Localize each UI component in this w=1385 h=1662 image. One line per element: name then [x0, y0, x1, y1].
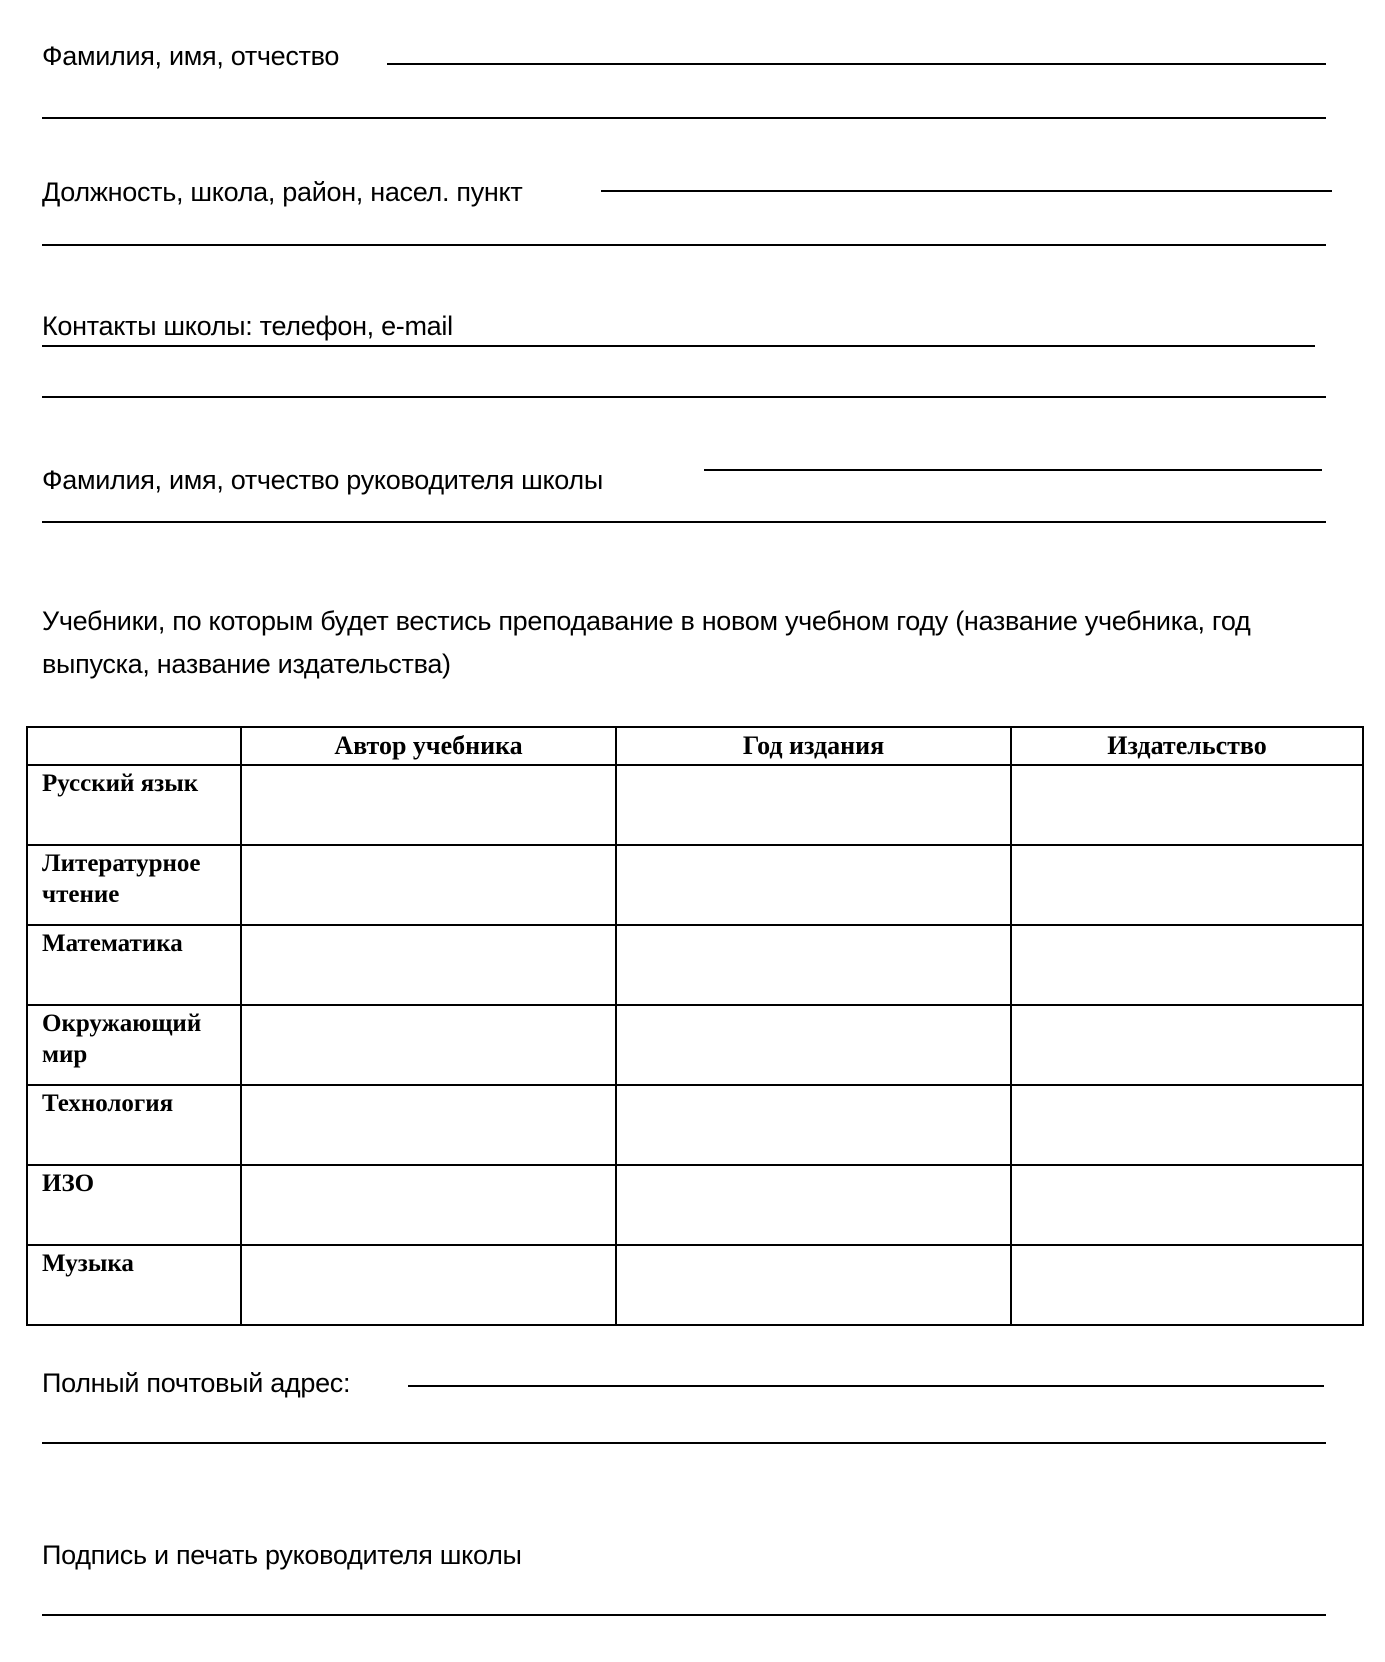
- position-field-line-1[interactable]: [601, 190, 1332, 192]
- header-author: Автор учебника: [241, 727, 616, 765]
- signature-field-line[interactable]: [42, 1614, 1326, 1616]
- subject-cell: Математика: [27, 925, 241, 1005]
- table-row: [27, 925, 1363, 1005]
- header-year: Год издания: [616, 727, 1011, 765]
- header-subject: [27, 727, 241, 765]
- author-cell[interactable]: [241, 925, 616, 1005]
- full-name-label: Фамилия, имя, отчество: [42, 41, 340, 71]
- postal-address-field-line-1[interactable]: [408, 1385, 1324, 1387]
- table-row: [27, 845, 1363, 925]
- table-row: [27, 765, 1363, 845]
- full-name-field-line-2[interactable]: [42, 117, 1326, 119]
- position-field-line-2[interactable]: [42, 244, 1326, 246]
- publisher-cell[interactable]: [1011, 1005, 1363, 1085]
- publisher-cell[interactable]: [1011, 1165, 1363, 1245]
- subject-cell: Окружающий мир: [27, 1005, 241, 1085]
- textbooks-intro: Учебники, по которым будет вестись преподавание в новом учебном году (название учебника, год выпуска, название издательства): [42, 606, 1251, 679]
- contacts-label: Контакты школы: телефон, e-mail: [42, 311, 453, 341]
- contacts-field-line-2[interactable]: [42, 396, 1326, 398]
- signature-label: Подпись и печать руководителя школы: [42, 1540, 522, 1570]
- year-cell[interactable]: [616, 845, 1011, 925]
- year-cell[interactable]: [616, 1005, 1011, 1085]
- subject-cell: ИЗО: [27, 1165, 241, 1245]
- year-cell[interactable]: [616, 1165, 1011, 1245]
- table-header-row: [27, 727, 1363, 765]
- full-name-field-line-1[interactable]: [387, 63, 1326, 65]
- subject-cell: Технология: [27, 1085, 241, 1165]
- subject-cell: Русский язык: [27, 765, 241, 845]
- publisher-cell[interactable]: [1011, 1245, 1363, 1325]
- position-label: Должность, школа, район, насел. пункт: [42, 177, 523, 207]
- table-row: [27, 1085, 1363, 1165]
- table-row: [27, 1165, 1363, 1245]
- publisher-cell[interactable]: [1011, 765, 1363, 845]
- director-name-label: Фамилия, имя, отчество руководителя школы: [42, 465, 603, 495]
- publisher-cell[interactable]: [1011, 925, 1363, 1005]
- author-cell[interactable]: [241, 1245, 616, 1325]
- author-cell[interactable]: [241, 1005, 616, 1085]
- postal-address-field-line-2[interactable]: [42, 1442, 1326, 1444]
- year-cell[interactable]: [616, 1085, 1011, 1165]
- year-cell[interactable]: [616, 765, 1011, 845]
- year-cell[interactable]: [616, 925, 1011, 1005]
- author-cell[interactable]: [241, 845, 616, 925]
- director-name-field-line-1[interactable]: [704, 469, 1322, 471]
- textbooks-table: [26, 726, 1364, 1326]
- author-cell[interactable]: [241, 1165, 616, 1245]
- postal-address-label: Полный почтовый адрес:: [42, 1368, 351, 1398]
- publisher-cell[interactable]: [1011, 845, 1363, 925]
- author-cell[interactable]: [241, 765, 616, 845]
- year-cell[interactable]: [616, 1245, 1011, 1325]
- author-cell[interactable]: [241, 1085, 616, 1165]
- table-row: [27, 1245, 1363, 1325]
- publisher-cell[interactable]: [1011, 1085, 1363, 1165]
- table-row: [27, 1005, 1363, 1085]
- director-name-field-line-2[interactable]: [42, 521, 1326, 523]
- subject-cell: Музыка: [27, 1245, 241, 1325]
- subject-cell: Литературное чтение: [27, 845, 241, 925]
- header-publisher: Издательство: [1011, 727, 1363, 765]
- contacts-field-line-1[interactable]: [42, 345, 1315, 347]
